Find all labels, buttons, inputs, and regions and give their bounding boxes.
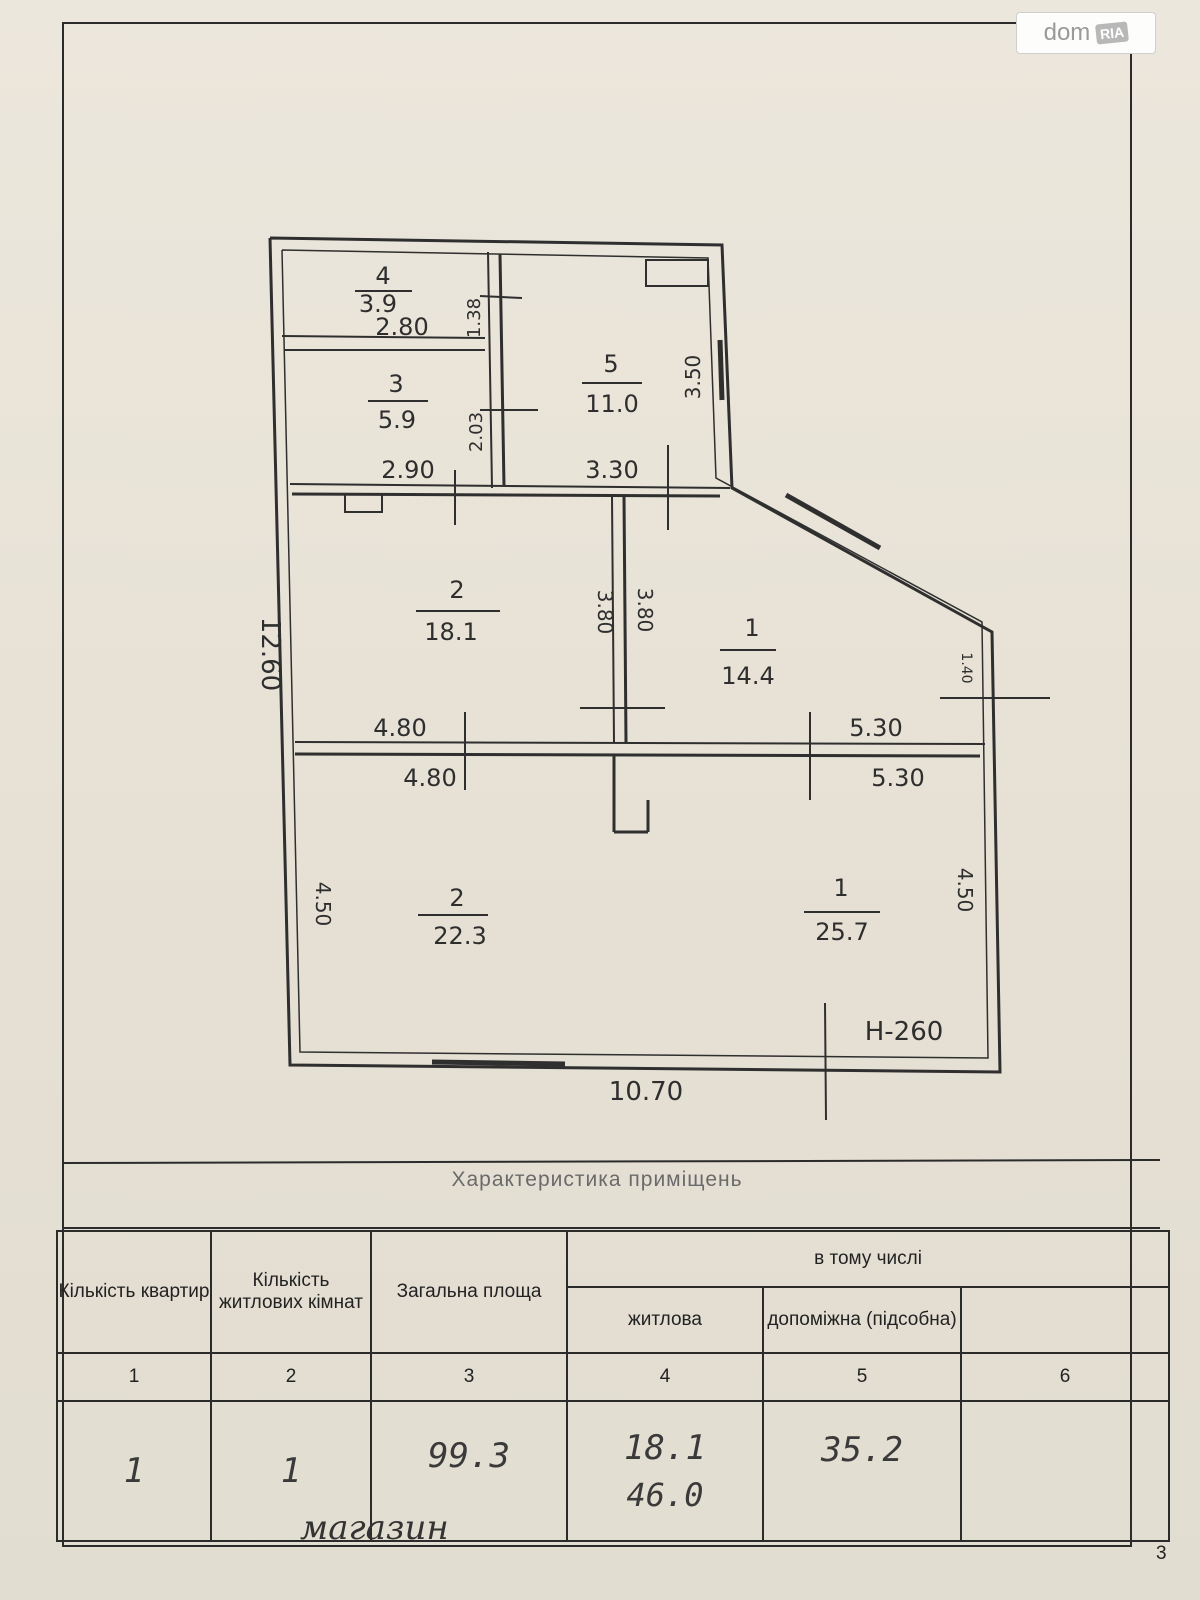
svg-text:3: 3 xyxy=(388,370,404,398)
room-2-lower-label xyxy=(418,884,488,950)
header-total-area: Загальна площа xyxy=(371,1231,567,1353)
page-number: 3 xyxy=(1156,1543,1167,1564)
column-number: 4 xyxy=(567,1353,763,1401)
header-including: в тому числі xyxy=(567,1231,1169,1287)
room-5-depth: 3.50 xyxy=(681,354,705,400)
room-2-upper-depth: 3.80 xyxy=(593,589,617,635)
column-number: 2 xyxy=(211,1353,371,1401)
room-1-lower-label xyxy=(804,874,880,946)
overall-height: 12.60 xyxy=(255,616,285,692)
column-number: 5 xyxy=(763,1353,961,1401)
header-living: житлова xyxy=(567,1287,763,1353)
svg-text:4: 4 xyxy=(375,262,391,290)
value-total-area: 99.3 xyxy=(371,1401,567,1541)
room-1-upper-depth: 3.80 xyxy=(633,587,657,633)
room-1-lower-depth: 4.50 xyxy=(953,867,977,913)
value-living: 18.1 xyxy=(624,1428,706,1468)
overall-width: 10.70 xyxy=(608,1077,684,1107)
room-3-label xyxy=(368,370,435,484)
room-3-width: 2.03 xyxy=(466,411,487,453)
value-living-rooms: 1 xyxy=(211,1401,371,1541)
column-number: 3 xyxy=(371,1353,567,1401)
rooms-characteristics-table xyxy=(56,1230,1170,1542)
svg-text:5.30: 5.30 xyxy=(849,714,903,742)
value-living-cell xyxy=(567,1401,763,1541)
header-auxiliary: допоміжна (підсобна) xyxy=(763,1287,961,1353)
svg-text:3.9: 3.9 xyxy=(358,290,398,318)
svg-text:2: 2 xyxy=(449,576,465,604)
table-title: Характеристика приміщень xyxy=(451,1168,743,1191)
column-number: 6 xyxy=(961,1353,1169,1401)
watermark-brand: dom xyxy=(1043,19,1091,46)
svg-text:5.9: 5.9 xyxy=(377,406,417,434)
handwritten-note: магазин xyxy=(300,1508,449,1548)
svg-text:18.1: 18.1 xyxy=(424,618,478,646)
svg-text:2.80: 2.80 xyxy=(375,313,429,341)
room-1-upper-label xyxy=(720,614,925,792)
outer-wall xyxy=(270,238,1000,1072)
header-living-rooms: Кількість житлових кімнат xyxy=(211,1231,371,1353)
value-col6 xyxy=(961,1401,1169,1541)
svg-text:5.30: 5.30 xyxy=(871,764,925,792)
svg-text:1: 1 xyxy=(744,614,760,642)
value-auxiliary: 35.2 xyxy=(763,1401,961,1541)
header-apartments: Кількість квартир xyxy=(57,1231,211,1353)
svg-text:11.0: 11.0 xyxy=(585,390,639,418)
room-4-width: 1.38 xyxy=(464,297,485,339)
header-col6 xyxy=(961,1287,1169,1353)
svg-text:2.90: 2.90 xyxy=(381,456,435,484)
ceiling-height: H-260 xyxy=(864,1017,944,1047)
svg-text:1: 1 xyxy=(833,874,849,902)
svg-text:5: 5 xyxy=(603,350,619,378)
room-4-label xyxy=(355,262,429,341)
svg-text:22.3: 22.3 xyxy=(433,922,487,950)
room-2-lower-depth: 4.50 xyxy=(311,881,335,927)
svg-text:25.7: 25.7 xyxy=(815,918,869,946)
value-living-extra: 46.0 xyxy=(626,1476,704,1514)
svg-text:4.80: 4.80 xyxy=(403,764,457,792)
value-apartments: 1 xyxy=(57,1401,211,1541)
svg-text:3.30: 3.30 xyxy=(585,456,639,484)
svg-text:4.80: 4.80 xyxy=(373,714,427,742)
room-5-label xyxy=(582,350,642,484)
room-1-upper-bevel: 1.40 xyxy=(958,652,974,684)
room-2-upper-label xyxy=(373,576,500,792)
column-number: 1 xyxy=(57,1353,211,1401)
svg-text:14.4: 14.4 xyxy=(721,662,775,690)
watermark-badge: RIA xyxy=(1095,21,1129,44)
svg-text:2: 2 xyxy=(449,884,465,912)
